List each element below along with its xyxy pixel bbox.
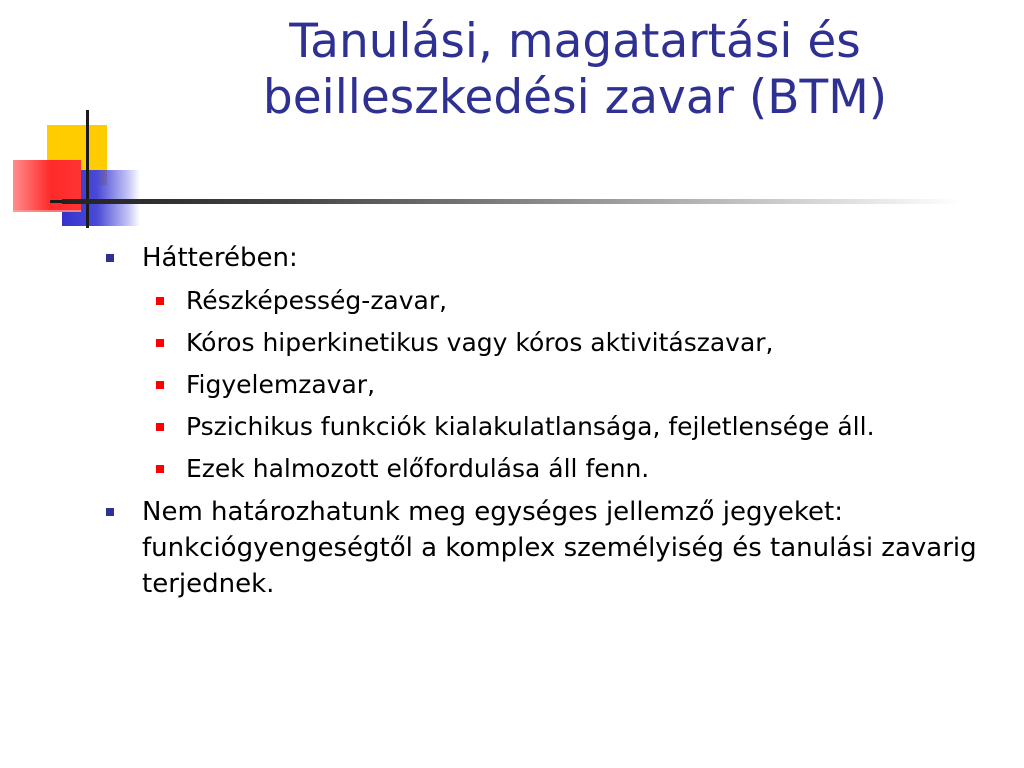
vertical-line	[86, 110, 89, 228]
sub-bullet-text: Ezek halmozott előfordulása áll fenn.	[186, 454, 650, 483]
sub-bullet-item	[100, 368, 980, 402]
square-bullet-icon	[156, 381, 164, 389]
sub-bullet-text: Kóros hiperkinetikus vagy kóros aktivitászavar,	[186, 328, 774, 357]
bullet-item	[100, 494, 980, 602]
title-line-2: beilleszkedési zavar (BTM)	[262, 70, 888, 125]
square-bullet-icon	[156, 423, 164, 431]
square-bullet-icon	[106, 508, 114, 516]
square-bullet-icon	[156, 465, 164, 473]
title-line-1: Tanulási, magatartási és	[289, 14, 861, 69]
slide-title	[150, 14, 1000, 126]
square-bullet-icon	[156, 297, 164, 305]
red-square	[13, 160, 81, 212]
bullet-text: Hátterében:	[142, 243, 298, 273]
bullet-text: Nem határozhatunk meg egységes jellemző jegyeket: funkciógyengeségtől a komplex személyiség és tanulási zavarig terjednek.	[142, 497, 977, 599]
sub-bullet-text: Részképesség-zavar,	[186, 286, 448, 315]
sub-bullet-item	[100, 452, 980, 486]
bullet-item	[100, 240, 980, 276]
sub-bullet-item	[100, 410, 980, 444]
sub-bullet-text: Pszichikus funkciók kialakulatlansága, fejletlensége áll.	[186, 412, 875, 441]
square-bullet-icon	[106, 254, 114, 262]
sub-bullet-item	[100, 284, 980, 318]
sub-bullet-item	[100, 326, 980, 360]
sub-bullet-text: Figyelemzavar,	[186, 370, 376, 399]
square-bullet-icon	[156, 339, 164, 347]
title-divider	[62, 199, 962, 204]
bullet-list	[100, 240, 980, 610]
